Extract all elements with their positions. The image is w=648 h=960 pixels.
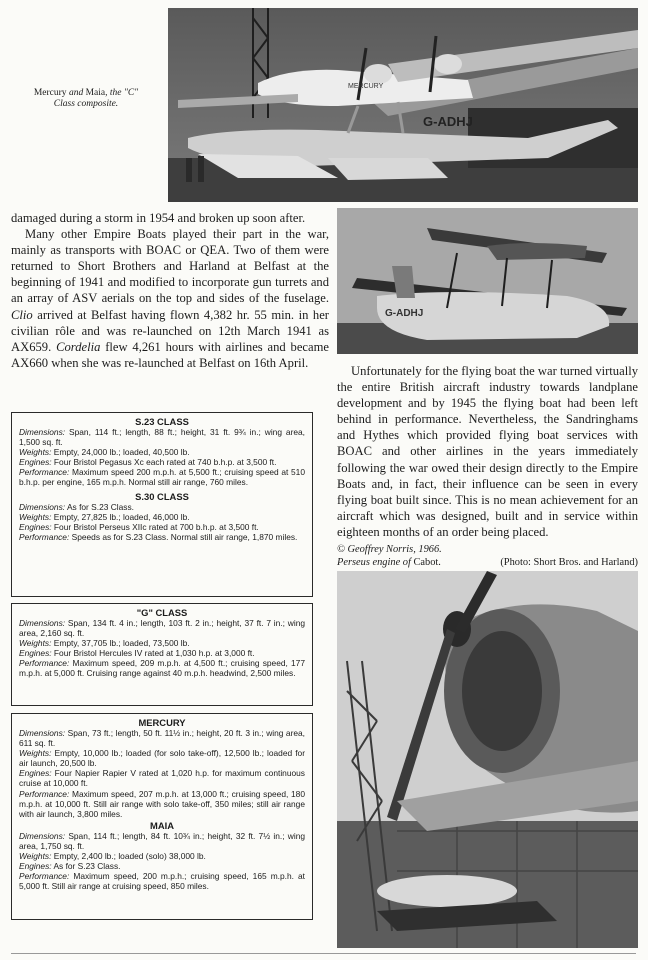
top-photo-caption: Mercury and Maia, the "C" Class composite.	[33, 88, 139, 109]
bottom-photo-caption: Perseus engine of Cabot. (Photo: Short Bros. and Harland)	[337, 557, 638, 569]
right-body-text	[337, 363, 638, 569]
paragraph-continued: damaged during a storm in 1954 and broken up soon after.	[11, 211, 306, 225]
spec-title-s23: S.23 CLASS	[135, 416, 189, 427]
spec-g-engines: Engines: Four Bristol Hercules IV rated at 1,030 h.p. at 3,000 ft.	[19, 648, 255, 659]
photo-credit: (Photo: Short Bros. and Harland)	[500, 557, 638, 569]
spec-s23-weights: Weights: Empty, 24,000 lb.; loaded, 40,500 lb.	[19, 447, 190, 458]
spec-mercury-engines: Engines: Four Napier Rapier V rated at 1,020 h.p. for maximum continuous cruise at 10,000 ft.	[19, 768, 305, 789]
spec-box-g-class	[11, 603, 313, 706]
spec-s30-performance: Performance: Speeds as for S.23 Class. Normal still air range, 1,870 miles.	[19, 531, 298, 542]
spec-g-performance: Performance: Maximum speed, 209 m.p.h. at 4,500 ft.; cruising speed, 177 m.p.h. at 5,000 ft. Cruising range against 40 m.p.h. headwind, 2,500 miles.	[19, 658, 306, 679]
spec-s30-dimensions: Dimensions: As for S.23 Class.	[19, 501, 134, 512]
registration-label-middle: G-ADHJ	[385, 308, 424, 319]
photo-composite-flying	[337, 208, 638, 354]
spec-maia-engines: Engines: As for S.23 Class.	[19, 861, 121, 872]
left-body-text	[11, 210, 329, 371]
spec-maia-performance: Performance: Maximum speed, 200 m.p.h.; cruising speed, 165 m.p.h. at 5,000 ft. Still air range at cruising speed, 850 miles.	[19, 871, 305, 892]
spec-mercury-dimensions: Dimensions: Span, 73 ft.; length, 50 ft. 11½ in.; height, 20 ft. 3 in.; wing area, 611 sq. ft.	[19, 728, 306, 749]
spec-mercury-performance: Performance: Maximum speed, 207 m.p.h. at 13,000 ft.; cruising speed, 180 m.p.h. at 10,000 ft. Still air range with solo take-off, 350 miles; still air range with air launch, 3,800 miles.	[19, 788, 305, 819]
copyright-line: © Geoffrey Norris, 1966.	[337, 544, 442, 556]
spec-title-maia: MAIA	[150, 819, 174, 831]
photo-perseus-engine	[337, 571, 638, 948]
registration-label: G-ADHJ	[423, 114, 473, 129]
paragraph-empire-boats-war: Many other Empire Boats played their part in the war, mainly as transports with BOAC or QEA. Two of them were returned to Short Brothers and Harland at Belfast at the beginning of 1941 and modified to incorporate gun turrets and an array of ASV aerials on the top and sides of the fuselage. Clio arrived at Belfast having flown 4,382 hr. 55 min. in her civilian rôle and was re-launched on 12th March 1941 as AX659. Cordelia flew 4,261 hours with airlines and became AX660 when she was re-launched at Belfast on 16th April.	[11, 227, 329, 370]
spec-title-mercury: MERCURY	[138, 717, 186, 728]
spec-s30-weights: Weights: Empty, 27,825 lb.; loaded, 46,000 lb.	[19, 511, 190, 522]
spec-title-g: "G" CLASS	[136, 607, 188, 618]
paragraph-conclusion: Unfortunately for the flying boat the war turned virtually the entire British aircraft industry towards landplane development and by 1945 the flying boat had been left behind in performance. Nevertheless, the Sandringhams and Hythes which provided flying boat services with BOAC and other airlines in the years immediately following the war owed their design directly to the Empire Boats and, in fact, their influence can be seen in every flying boat built since. This is no mean achievement for an aircraft which was designed, built and in service within eighteen months of an order being placed.	[337, 364, 638, 539]
spec-g-dimensions: Dimensions: Span, 134 ft. 4 in.; length, 103 ft. 2 in.; height, 37 ft. 7 in.; wing area, 2,160 sq. ft.	[19, 618, 306, 639]
spec-mercury-weights: Weights: Empty, 10,000 lb.; loaded (for solo take-off), 12,500 lb.; loaded for air launch, 20,500 lb.	[19, 748, 305, 769]
spec-box-s23-s30	[11, 412, 313, 597]
spec-s30-engines: Engines: Four Bristol Perseus XIIc rated at 700 b.h.p. at 3,500 ft.	[19, 521, 259, 532]
spec-box-mercury-maia	[11, 713, 313, 920]
page-bottom-rule	[11, 953, 636, 954]
spec-maia-dimensions: Dimensions: Span, 114 ft.; length, 84 ft. 10¾ in.; height, 32 ft. 7½ in.; wing area, 1,750 sq. ft.	[19, 830, 306, 851]
spec-title-s30: S.30 CLASS	[135, 490, 189, 502]
spec-s23-engines: Engines: Four Bristol Pegasus Xc each rated at 740 b.h.p. at 3,500 ft.	[19, 457, 277, 468]
photo-mercury-maia	[168, 8, 638, 202]
spec-maia-weights: Weights: Empty, 2,400 lb.; loaded (solo) 38,000 lb.	[19, 851, 206, 862]
spec-s23-dimensions: Dimensions: Span, 114 ft.; length, 88 ft.; height, 31 ft. 9¾ in.; wing area, 1,500 sq. ft.	[19, 427, 306, 448]
spec-g-weights: Weights: Empty, 37,705 lb.; loaded, 73,500 lb.	[19, 638, 190, 649]
fuselage-name-label: MERCURY	[348, 83, 384, 90]
spec-s23-performance: Performance: Maximum speed 200 m.p.h. at 5,500 ft.; cruising speed at 510 b.h.p. per engine, 165 m.p.h. Normal still air range, 760 miles.	[19, 467, 306, 488]
